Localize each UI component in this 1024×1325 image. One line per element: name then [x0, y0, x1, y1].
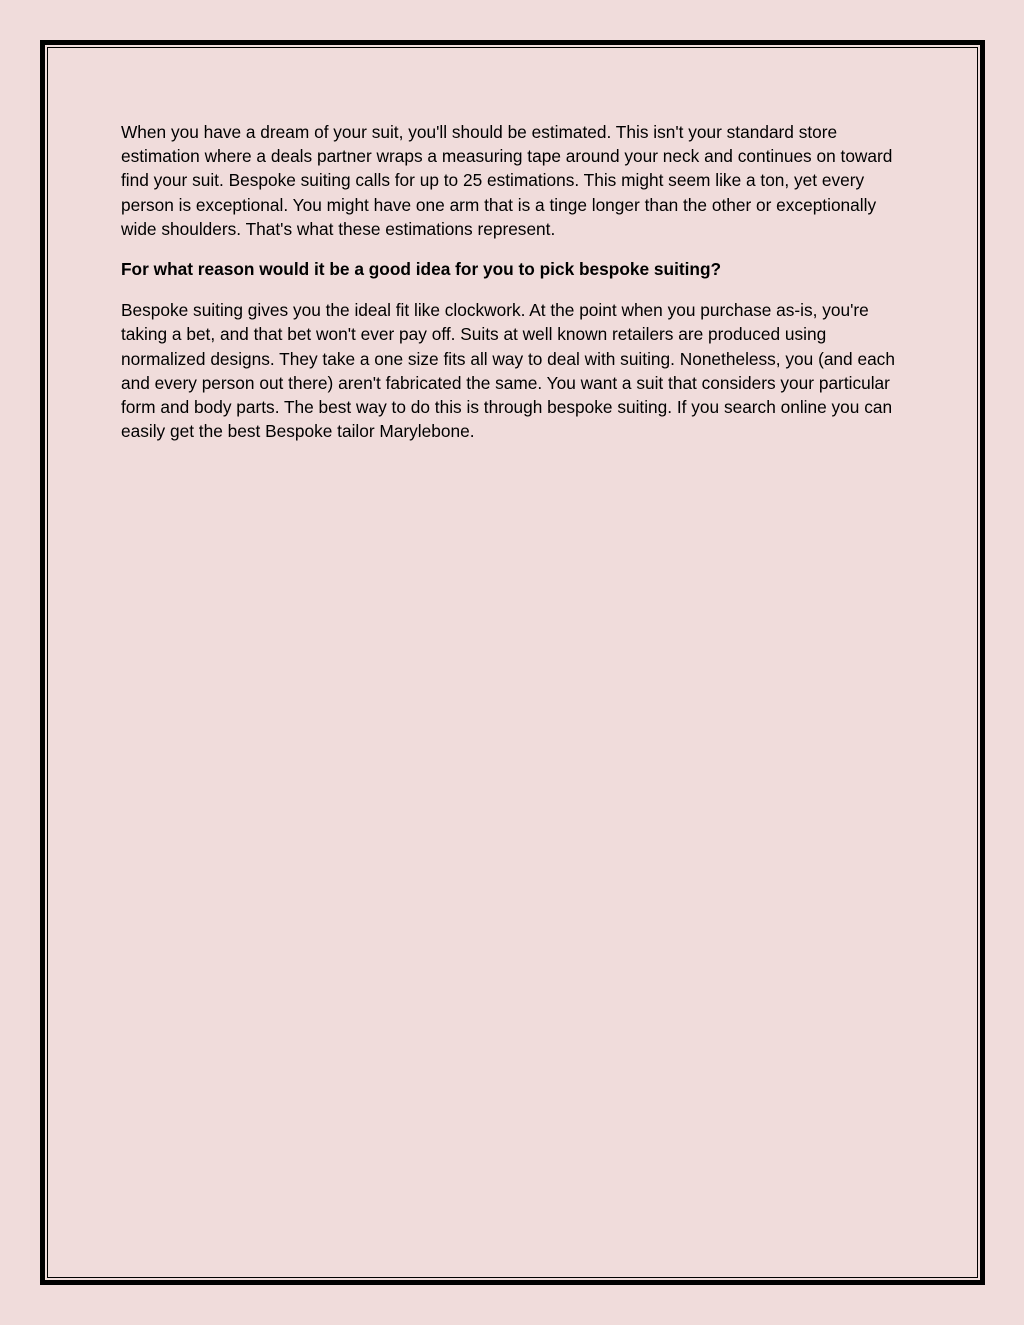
section-heading: For what reason would it be a good idea for you to pick bespoke suiting?: [121, 259, 722, 280]
intro-paragraph: When you have a dream of your suit, you'll should be estimated. This isn't your standard store estimation where a deals partner wraps a measuring tape around your neck and continues on toward find your suit. Bespoke suiting calls for up to 25 estimations. This might seem like a ton, yet every person is exceptional. You might have one arm that is a tinge longer than the other or exceptionally wide shoulders. That's what these estimations represent.: [121, 122, 893, 239]
body-paragraph: Bespoke suiting gives you the ideal fit like clockwork. At the point when you purchase as-is, you're taking a bet, and that bet won't ever pay off. Suits at well known retailers are produced using normalized designs. They take a one size fits all way to deal with suiting. Nonetheless, you (and each and every person out there) aren't fabricated the same. You want a suit that considers your particular form and body parts. The best way to do this is through bespoke suiting. If you search online you can easily get the best Bespoke tailor Marylebone.: [121, 300, 895, 442]
document-body: [121, 120, 911, 443]
